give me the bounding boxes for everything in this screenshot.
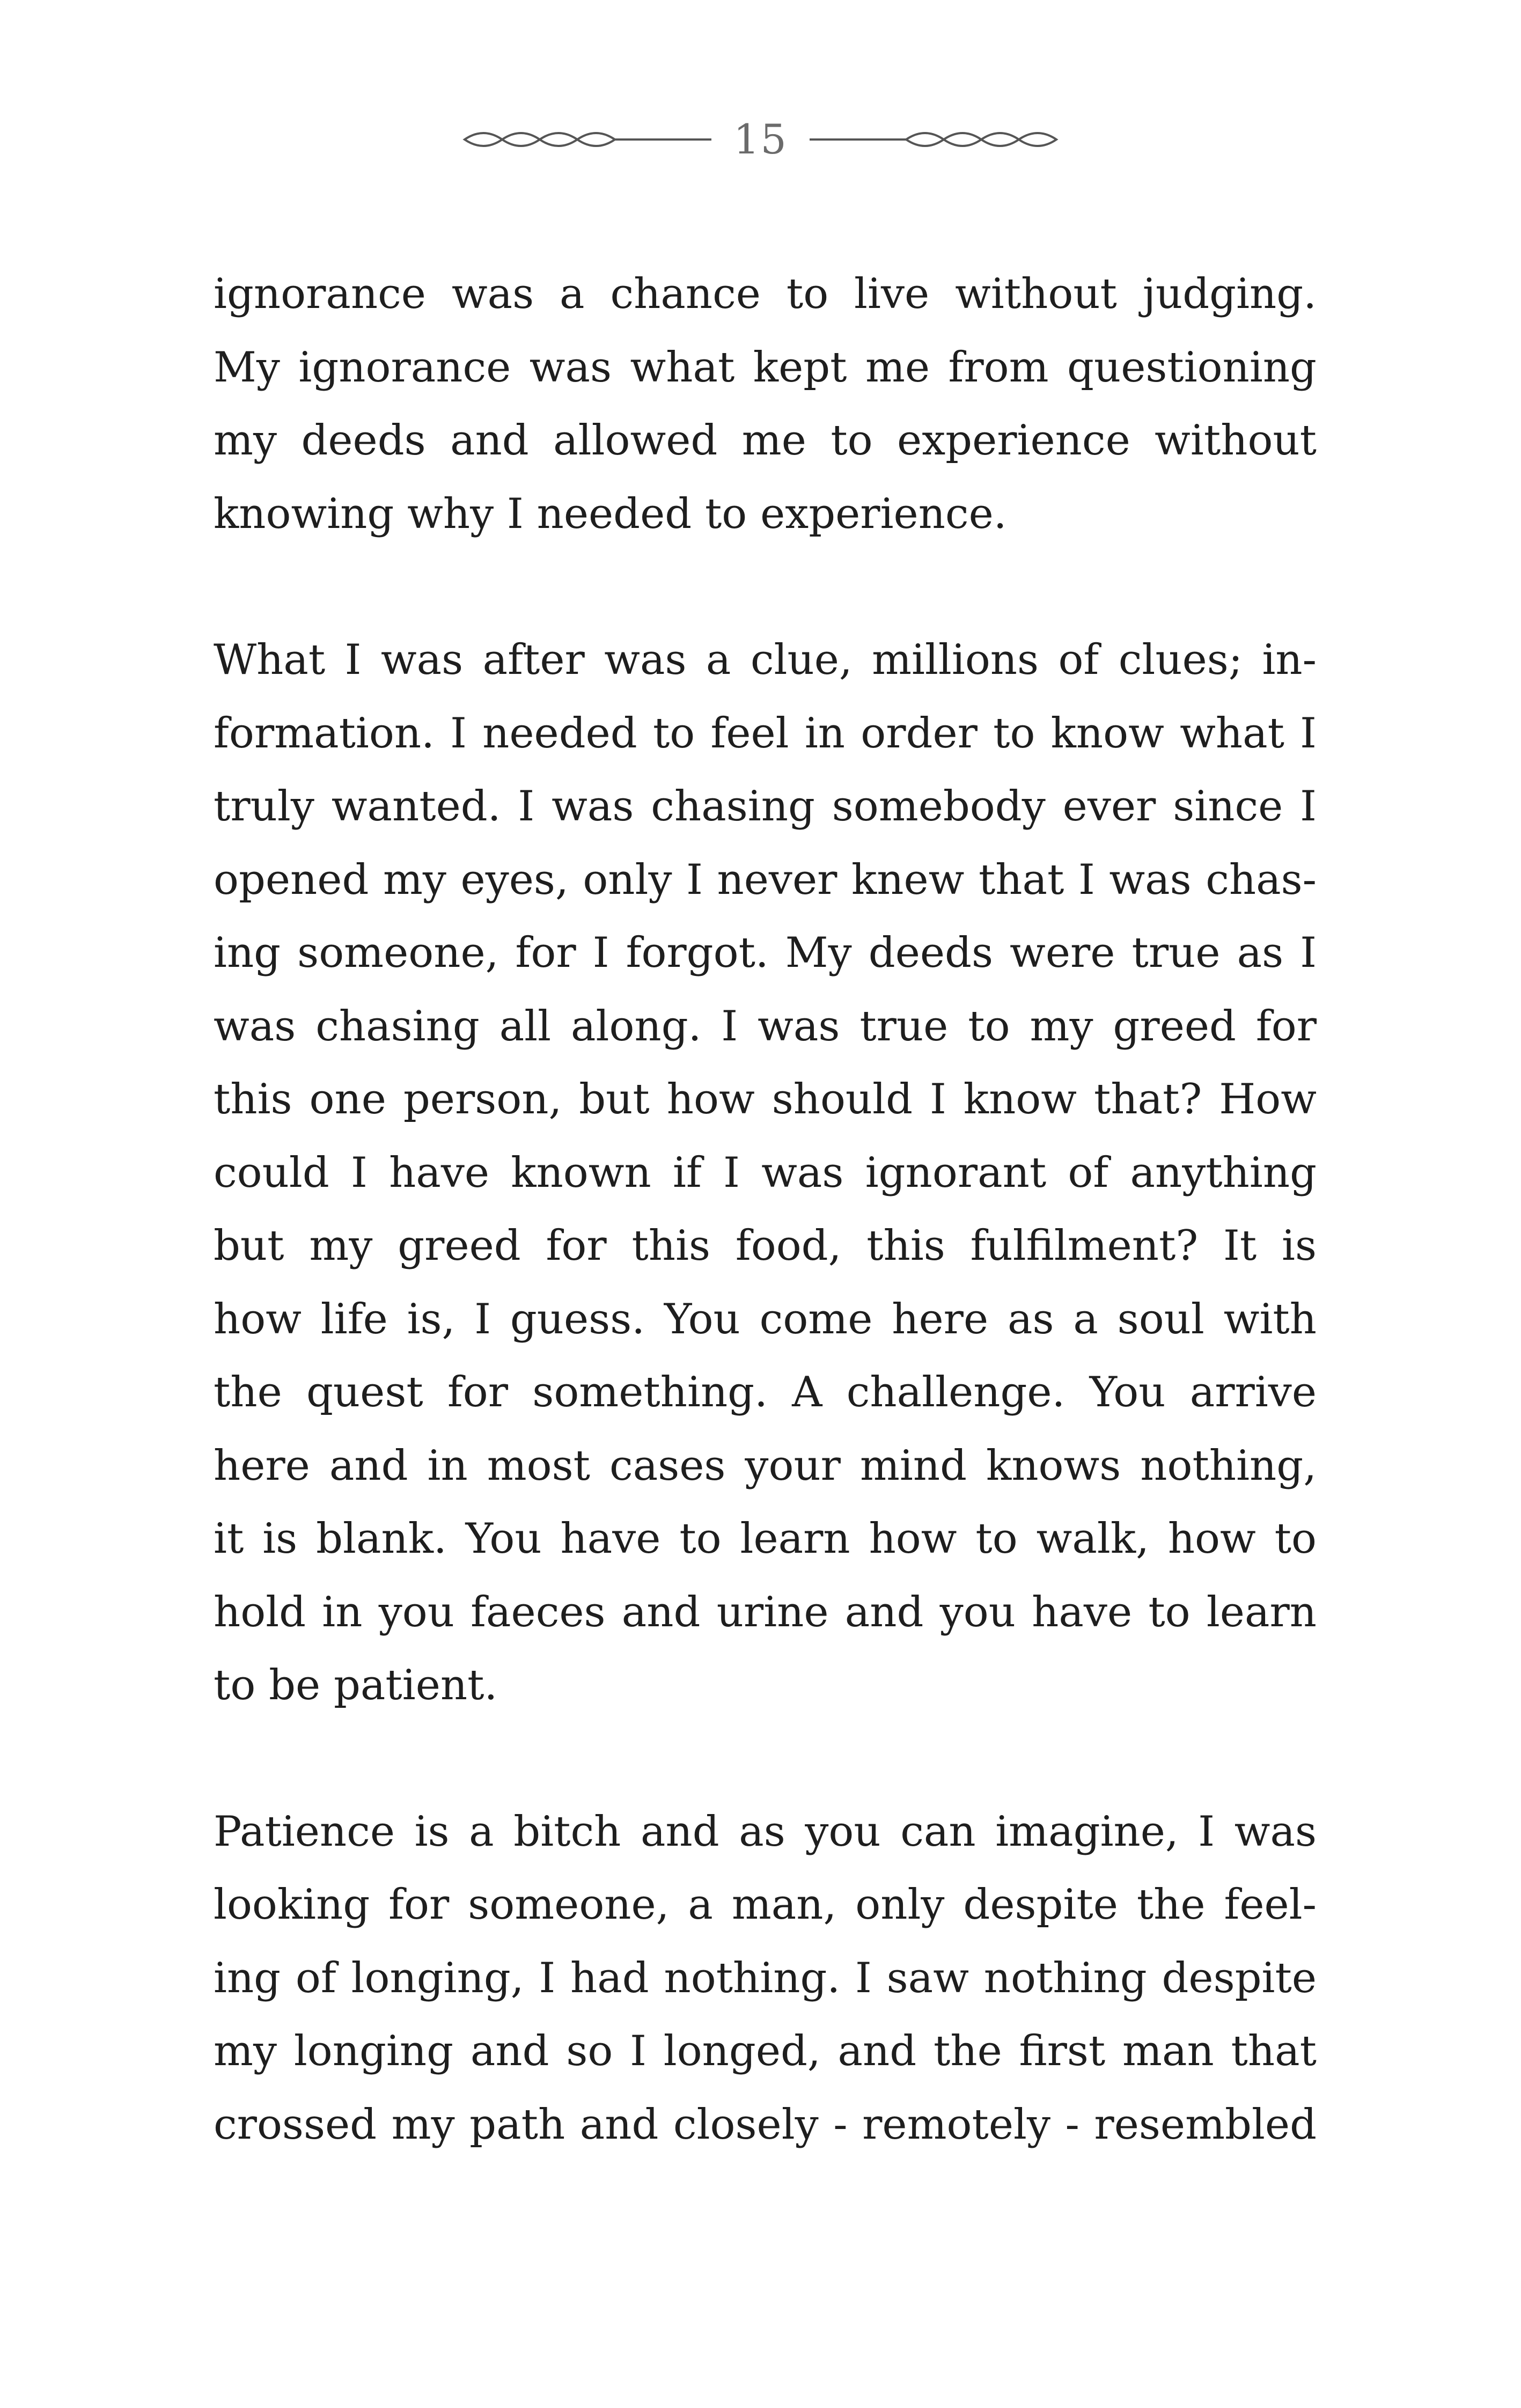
text-line: knowing why I needed to experience. xyxy=(214,489,1007,538)
text-line: here and in most cases your mind knows nothing, xyxy=(214,1441,1317,1490)
flourish-icon xyxy=(462,123,714,156)
page-number: 15 xyxy=(733,115,788,163)
text-line: My ignorance was what kept me from questioning xyxy=(214,343,1317,392)
body-text xyxy=(214,258,1317,2161)
text-line: could I have known if I was ignorant of anything xyxy=(214,1148,1317,1197)
flourish-icon xyxy=(807,123,1059,156)
text-line: crossed my path and closely - remotely - resembled xyxy=(214,2100,1317,2149)
text-line: Patience is a bitch and as you can imagine, I was xyxy=(214,1807,1317,1856)
text-line: truly wanted. I was chasing somebody ever since I xyxy=(214,782,1317,831)
text-line: my deeds and allowed me to experience without xyxy=(214,416,1317,465)
page-header xyxy=(0,107,1521,172)
text-line: this one person, but how should I know that? How xyxy=(214,1075,1317,1124)
text-line: was chasing all along. I was true to my greed for xyxy=(214,1002,1317,1051)
paragraph xyxy=(214,1795,1317,2162)
text-line: it is blank. You have to learn how to walk, how to xyxy=(214,1515,1317,1563)
text-line: my longing and so I longed, and the first man that xyxy=(214,2027,1317,2075)
text-line: What I was after was a clue, millions of clues; in- xyxy=(214,636,1317,684)
text-line: ing someone, for I forgot. My deeds were true as I xyxy=(214,929,1317,977)
text-line: hold in you faeces and urine and you have to learn xyxy=(214,1588,1317,1636)
paragraph xyxy=(214,258,1317,550)
text-line: the quest for something. A challenge. You arrive xyxy=(214,1368,1317,1416)
text-line: ignorance was a chance to live without judging. xyxy=(214,270,1317,318)
text-line: looking for someone, a man, only despite the feel- xyxy=(214,1881,1317,1929)
text-line: opened my eyes, only I never knew that I was chas- xyxy=(214,855,1317,904)
text-line: formation. I needed to feel in order to know what I xyxy=(214,709,1317,758)
text-line: but my greed for this food, this fulfilment? It is xyxy=(214,1222,1317,1270)
text-line: to be patient. xyxy=(214,1661,498,1709)
paragraph xyxy=(214,623,1317,1722)
text-line: how life is, I guess. You come here as a soul with xyxy=(214,1295,1317,1344)
text-line: ing of longing, I had nothing. I saw nothing despite xyxy=(214,1954,1317,2002)
